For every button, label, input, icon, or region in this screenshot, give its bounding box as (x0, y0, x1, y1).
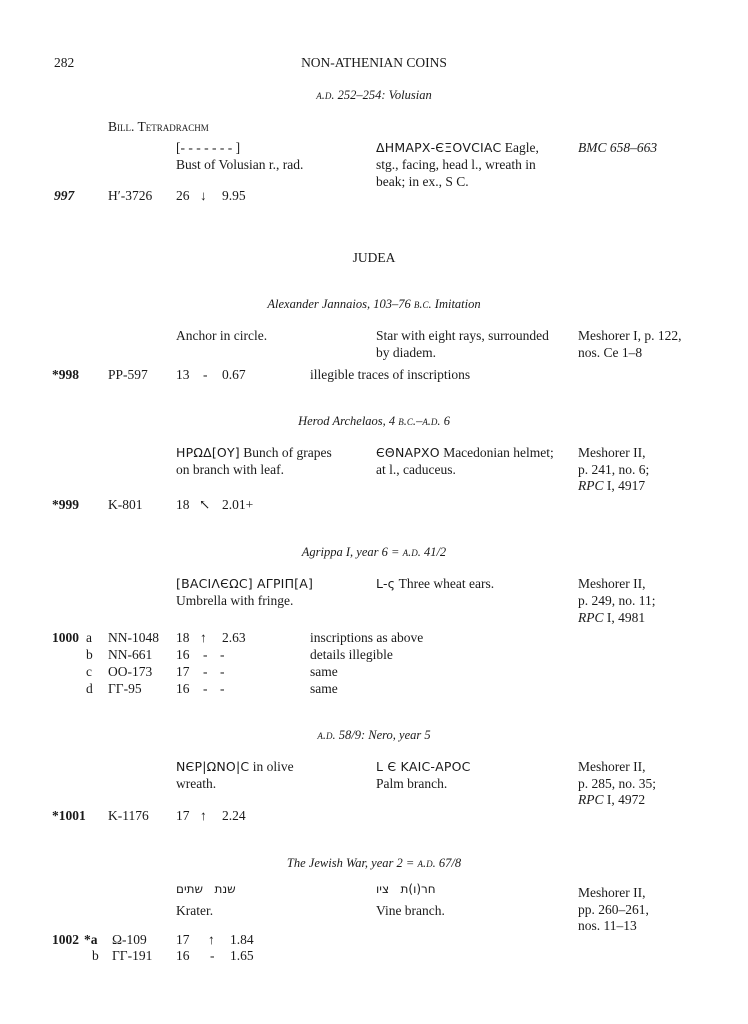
reverse-legend: L-ς (376, 576, 396, 591)
entry-sub: d (86, 681, 93, 696)
inventory-number: ΓΓ-95 (108, 681, 142, 696)
diameter: 16 (176, 647, 190, 662)
die-axis: ↖ (199, 497, 211, 512)
reference-2: pp. 260–261, (578, 902, 649, 917)
die-axis: - (210, 948, 215, 963)
reverse-legend-hebrew: חר(ו)ת ציו (376, 882, 436, 896)
diameter: 16 (176, 681, 190, 696)
reference-1: Meshorer II, (578, 759, 646, 774)
reverse-line-1 (376, 445, 554, 461)
weight: - (220, 664, 225, 679)
weight: 0.67 (222, 367, 246, 382)
heading-ad: a.d. (317, 728, 336, 742)
reverse-legend: L Є ΚΑΙC-ΑΡΟC (376, 759, 471, 774)
reference-1: Meshorer II, (578, 576, 646, 591)
heading-jannaios (0, 296, 748, 312)
entry-note: illegible traces of inscriptions (310, 367, 471, 382)
obverse-desc-2: on branch with leaf. (176, 462, 284, 477)
heading-text: The Jewish War, year 2 = (286, 856, 418, 870)
weight: 2.01+ (222, 497, 254, 512)
heading-tail: Imitation (431, 297, 481, 311)
diameter: 26 (176, 188, 190, 203)
reference-2: p. 241, no. 6; (578, 462, 650, 477)
reverse-desc-3: beak; in ex., S C. (376, 174, 469, 189)
diameter: 17 (176, 808, 190, 823)
entry-number: 997 (54, 188, 75, 203)
inventory-number: ΓΓ-191 (112, 948, 153, 963)
obverse-description: Bust of Volusian r., rad. (176, 157, 304, 172)
obverse-legend: [ΒΑCΙΛЄΩC] ΑΓΡΙΠ[Α] (176, 576, 314, 591)
reverse-legend: ЄΘΝΑΡΧΟ (376, 445, 440, 460)
weight: 9.95 (222, 188, 246, 203)
die-axis: - (203, 647, 208, 662)
reference-1: Meshorer II, (578, 445, 646, 460)
diameter: 16 (176, 948, 190, 963)
heading-archelaos (0, 413, 748, 429)
entry-number: *999 (52, 497, 79, 512)
heading-ad: a.d. (422, 414, 441, 428)
reverse-description: Vine branch. (376, 903, 445, 918)
reference-3 (578, 478, 645, 494)
diameter: 13 (176, 367, 190, 382)
weight: - (220, 681, 225, 696)
obverse-line-1 (176, 445, 332, 461)
obverse-description: Anchor in circle. (176, 328, 268, 343)
die-axis: ↓ (200, 188, 207, 203)
die-axis: ↑ (200, 808, 207, 823)
obverse-desc-1: Bunch of grapes (239, 445, 332, 460)
section-heading-volusian (0, 87, 748, 103)
obverse-legend: ΗΡΩΔ[ΟΥ] (176, 445, 240, 460)
reference-1: Meshorer I, p. 122, (578, 328, 682, 343)
reference-2: p. 285, no. 35; (578, 776, 657, 791)
reverse-desc-2: by diadem. (376, 345, 436, 360)
entry-number: 1002 (52, 932, 79, 947)
inventory-number: K-801 (108, 497, 143, 512)
obverse-desc-2: wreath. (176, 776, 217, 791)
heading-tail: 41/2 (420, 545, 447, 559)
inventory-number: NN-1048 (108, 630, 159, 645)
heading-text: Agrippa I, year 6 = (301, 545, 403, 559)
entry-note: details illegible (310, 647, 393, 662)
heading-dash: – (416, 414, 423, 428)
reference-3: nos. 11–13 (578, 918, 637, 933)
die-axis: - (203, 681, 208, 696)
obverse-description: Krater. (176, 903, 214, 918)
entry-sub: c (86, 664, 92, 679)
reference-rpc-num: I, 4972 (603, 792, 646, 807)
heading-ad: a.d. (417, 856, 436, 870)
inventory-number: PP-597 (108, 367, 148, 382)
obverse-legend: ΝЄΡ|ΩΝΟ|C (176, 759, 250, 774)
reverse-line-1 (376, 140, 539, 156)
running-title: NON-ATHENIAN COINS (301, 55, 447, 70)
reference-2: nos. Ce 1–8 (578, 345, 643, 360)
reverse-desc-1: Star with eight rays, surrounded (376, 328, 549, 343)
inventory-number: Ω-109 (112, 932, 147, 947)
diameter: 17 (176, 664, 190, 679)
entry-sub: b (86, 647, 93, 662)
reverse-line-1 (376, 576, 494, 592)
heading-jewish-war (0, 855, 748, 871)
obverse-legend-hebrew: שנת שתים (176, 882, 236, 896)
diameter: 18 (176, 630, 190, 645)
obverse-line-1 (176, 759, 294, 775)
reference-rpc-num: I, 4981 (603, 610, 646, 625)
reverse-desc-2: at l., caduceus. (376, 462, 456, 477)
inventory-number: H′-3726 (108, 188, 153, 203)
diameter: 18 (176, 497, 190, 512)
die-axis: ↑ (200, 630, 207, 645)
heading-ad: a.d. (316, 88, 335, 102)
entry-note: inscriptions as above (310, 630, 424, 645)
reverse-desc-2: stg., facing, head l., wreath in (376, 157, 536, 172)
heading-bc: b.c. (413, 297, 432, 311)
reverse-desc: Three wheat ears. (395, 576, 495, 591)
denomination: Bill. Tetradrachm (108, 119, 209, 134)
entry-note: same (310, 681, 338, 696)
reference-3 (578, 610, 645, 626)
heading-text: 252–254: Volusian (337, 88, 432, 102)
reference-rpc: RPC (578, 478, 604, 493)
heading-tail: 67/8 (435, 856, 462, 870)
entry-sub: *a (84, 932, 98, 947)
obverse-description: Umbrella with fringe. (176, 593, 294, 608)
die-axis: - (203, 664, 208, 679)
weight: 1.65 (230, 948, 254, 963)
reference-2: p. 249, no. 11; (578, 593, 656, 608)
heading-text: Herod Archelaos, 4 (298, 414, 399, 428)
obverse-desc-1: in olive (249, 759, 294, 774)
reference-rpc: RPC (578, 610, 604, 625)
heading-tail: 6 (440, 414, 450, 428)
inventory-number: NN-661 (108, 647, 153, 662)
section-title-judea: JUDEA (352, 250, 396, 265)
weight: 1.84 (230, 932, 254, 947)
die-axis: - (203, 367, 208, 382)
reverse-desc-1: Macedonian helmet; (439, 445, 554, 460)
reference: BMC 658–663 (578, 140, 658, 155)
inventory-number: OO-173 (108, 664, 153, 679)
reverse-legend: ΔΗΜΑΡΧ-ЄΞΟVCIAC (376, 140, 502, 155)
reference-rpc: RPC (578, 792, 604, 807)
entry-note: same (310, 664, 338, 679)
reverse-desc-1: Eagle, (501, 140, 539, 155)
entry-sub: a (86, 630, 92, 645)
inventory-number: K-1176 (108, 808, 149, 823)
entry-sub: b (92, 948, 99, 963)
reference-rpc-num: I, 4917 (603, 478, 646, 493)
heading-text: 58/9: Nero, year 5 (335, 728, 431, 742)
page-number: 282 (54, 55, 75, 70)
diameter: 17 (176, 932, 190, 947)
reference-3 (578, 792, 645, 808)
entry-number: *1001 (52, 808, 86, 823)
entry-number: *998 (52, 367, 79, 382)
weight: 2.63 (222, 630, 246, 645)
reference-1: Meshorer II, (578, 885, 646, 900)
weight: 2.24 (222, 808, 246, 823)
heading-text: Alexander Jannaios, 103–76 (267, 297, 414, 311)
heading-nero (0, 727, 748, 743)
reverse-description: Palm branch. (376, 776, 448, 791)
obverse-legend: [- - - - - - - ] (176, 140, 241, 155)
die-axis: ↑ (208, 932, 215, 947)
heading-agrippa (0, 544, 748, 560)
entry-number: 1000 (52, 630, 79, 645)
heading-bc: b.c. (398, 414, 417, 428)
heading-ad: a.d. (402, 545, 421, 559)
weight: - (220, 647, 225, 662)
